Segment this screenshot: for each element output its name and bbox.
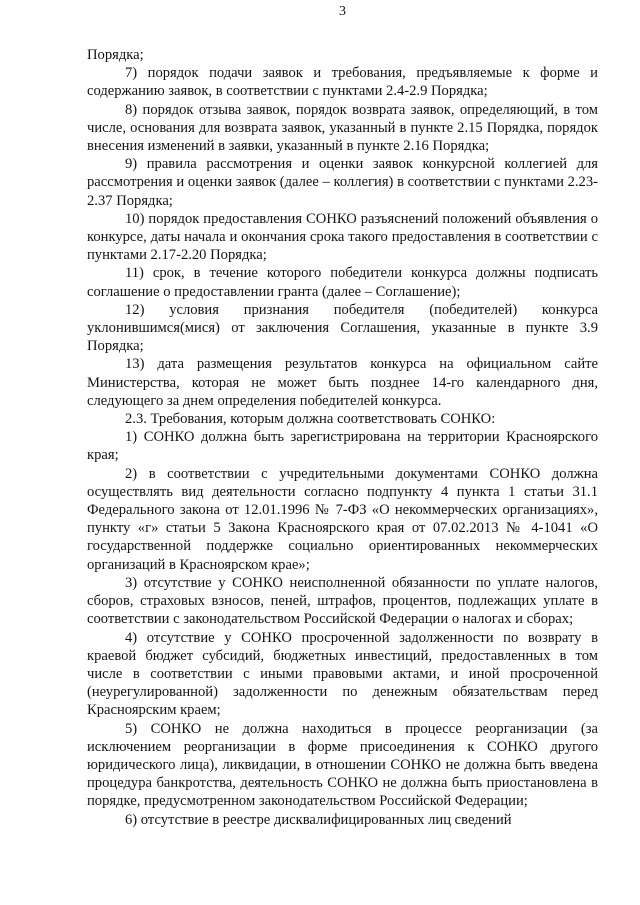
paragraph-item-7: 7) порядок подачи заявок и требования, предъявляемые к форме и содержанию заявок, в соответствии с пунктами 2.4-2.9 Порядка; bbox=[87, 65, 598, 100]
paragraph-item-9: 9) правила рассмотрения и оценки заявок конкурсной коллегией для рассмотрения и оценки заявок (далее – коллегия) в соответствии с пунктами 2.23-2.37 Порядка; bbox=[87, 156, 598, 209]
requirement-item-3: 3) отсутствие у СОНКО неисполненной обязанности по уплате налогов, сборов, страховых взносов, пеней, штрафов, процентов, подлежащих уплате в соответствии с законодательством Российской Федерации о налогах и сборах; bbox=[87, 574, 598, 628]
paragraph-item-8: 8) порядок отзыва заявок, порядок возврата заявок, определяющий, в том числе, основания для возврата заявок, указанный в пункте 2.15 Порядка, порядок внесения изменений в заявки, указанный в пункте 2.16 Порядка; bbox=[87, 101, 598, 155]
paragraph-item-12: 12) условия признания победителя (победителей) конкурса уклонившимся(мися) от заключения Соглашения, указанные в пункте 3.9 Порядка; bbox=[87, 301, 598, 355]
requirement-item-1: 1) СОНКО должна быть зарегистрирована на территории Красноярского края; bbox=[87, 429, 598, 464]
requirement-item-6: 6) отсутствие в реестре дисквалифицированных лиц сведений bbox=[125, 811, 512, 828]
paragraph-continuation: Порядка; bbox=[87, 47, 144, 63]
requirement-item-2: 2) в соответствии с учредительными документами СОНКО должна осуществлять вид деятельности согласно подпункту 4 пункта 1 статьи 31.1 Федерального закона от 12.01.1996 № 7-ФЗ «О некоммерческих организациях», пункту «г» статьи 5 Закона Красноярского края от 07.02.2013 № 4-1041 «О государственной поддержке социально ориентированных некоммерческих организаций в Красноярском крае»; bbox=[87, 465, 598, 573]
paragraph-item-10: 10) порядок предоставления СОНКО разъяснений положений объявления о конкурсе, даты начала и окончания срока такого предоставления в соответствии с пунктами 2.17-2.20 Порядка; bbox=[87, 210, 598, 264]
paragraph-item-11: 11) срок, в течение которого победители конкурса должны подписать соглашение о предоставлении гранта (далее – Соглашение); bbox=[87, 265, 598, 300]
paragraph-item-13: 13) дата размещения результатов конкурса на официальном сайте Министерства, которая не может быть позднее 14-го календарного дня, следующего за днем определения победителей конкурса. bbox=[87, 356, 598, 409]
page-number: 3 bbox=[339, 4, 346, 19]
requirement-item-5: 5) СОНКО не должна находиться в процессе реорганизации (за исключением реорганизации в форме присоединения к СОНКО другого юридического лица), ликвидации, в отношении СОНКО не должна быть введена процедура банкротства, деятельность СОНКО не должна быть приостановлена в порядке, предусмотренном законодательством Российской Федерации; bbox=[87, 720, 598, 810]
requirement-item-4: 4) отсутствие у СОНКО просроченной задолженности по возврату в краевой бюджет субсидий, бюджетных инвестиций, предоставленных в том числе в соответствии с иными правовыми актами, и иной просроченной (неурегулированной) задолженности по денежным обязательствам перед Красноярским краем; bbox=[87, 629, 598, 719]
section-heading-2-3: 2.3. Требования, которым должна соответствовать СОНКО: bbox=[125, 411, 496, 428]
